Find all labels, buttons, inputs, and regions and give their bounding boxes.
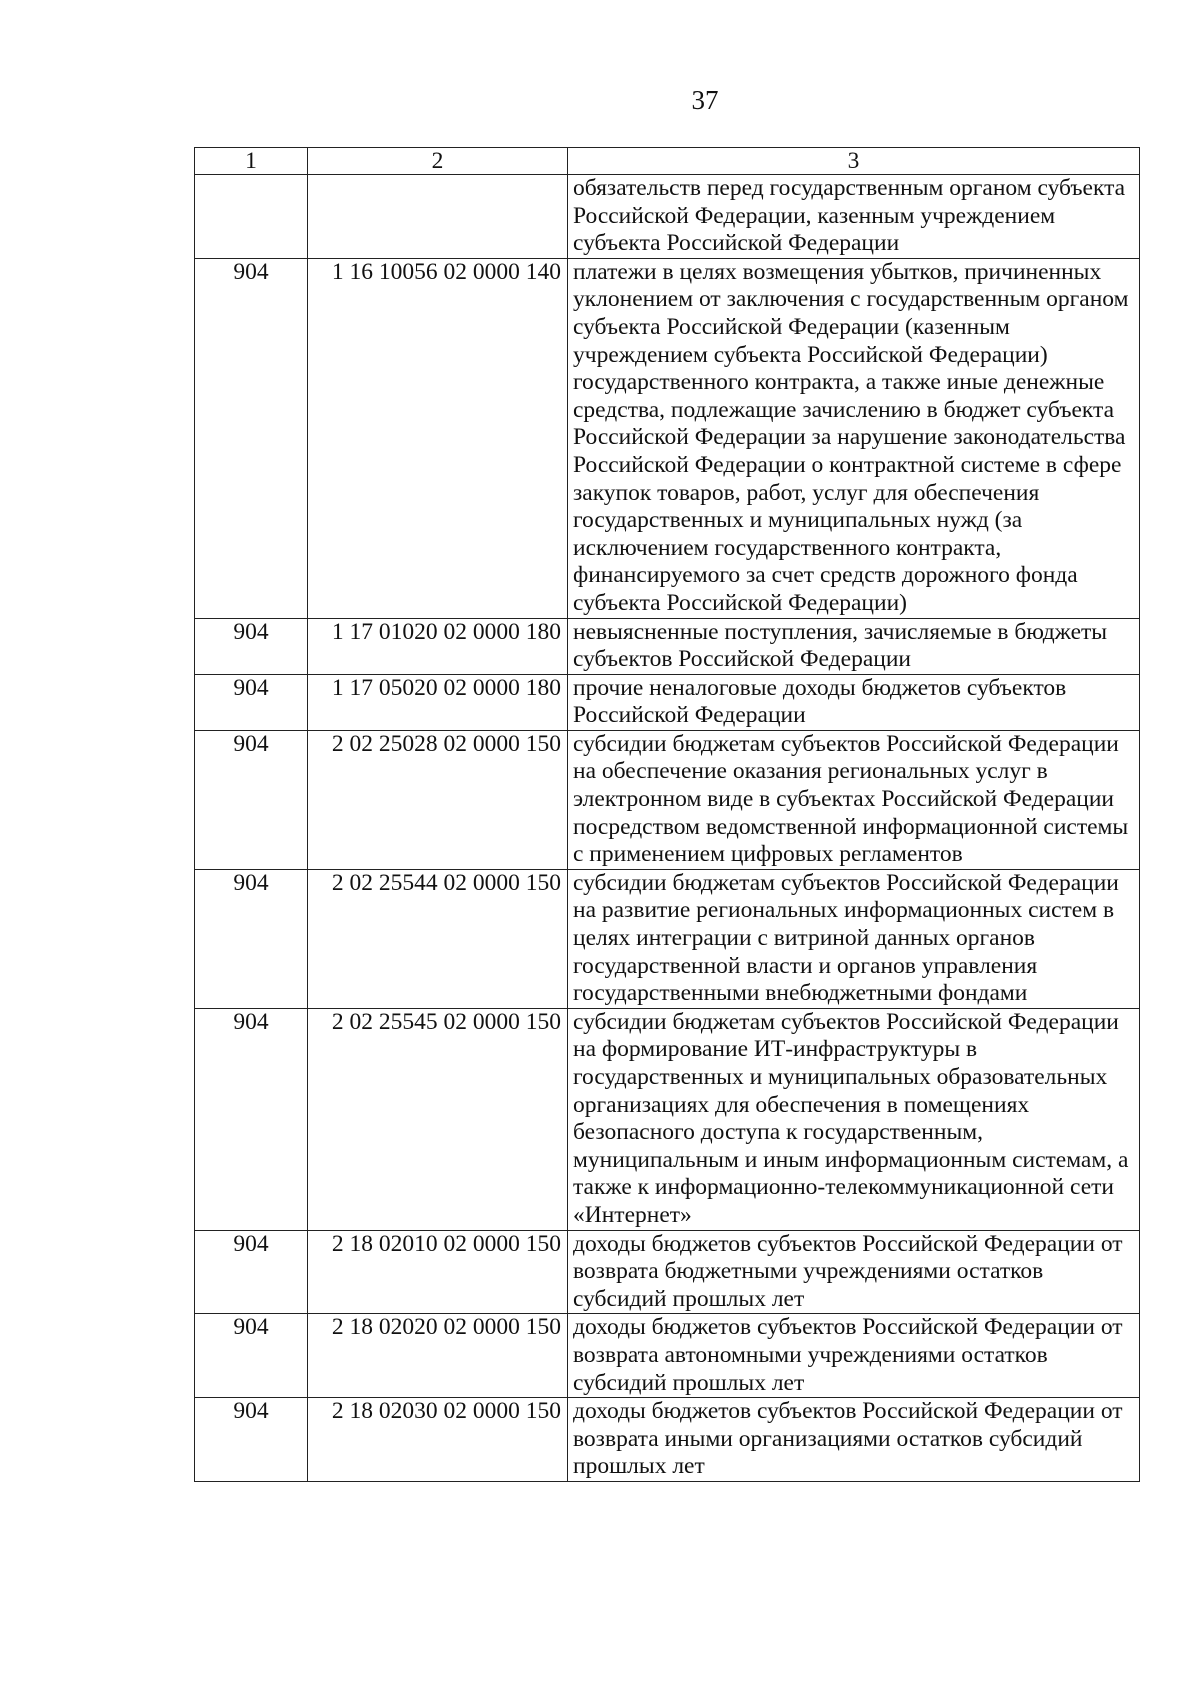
budget-code-cell: 2 18 02010 02 0000 150	[308, 1230, 568, 1314]
budget-code-cell: 2 02 25545 02 0000 150	[308, 1008, 568, 1230]
budget-code-cell	[308, 175, 568, 259]
table-header-row	[195, 148, 1140, 175]
description-cell: доходы бюджетов субъектов Российской Федерации от возврата иными организациями остатков субсидий прошлых лет	[568, 1398, 1140, 1482]
description-cell: субсидии бюджетам субъектов Российской Федерации на формирование ИТ-инфраструктуры в государственных и муниципальных образовательных организациях для обеспечения в помещениях безопасного доступа к государственным, муниципальным и иным информационным системам, а также к информационно-телекоммуникационной сети «Интернет»	[568, 1008, 1140, 1230]
table-row	[195, 258, 1140, 618]
admin-code-cell: 904	[195, 618, 308, 674]
table-row	[195, 618, 1140, 674]
table-row	[195, 869, 1140, 1008]
table-row	[195, 730, 1140, 869]
budget-code-cell: 1 17 05020 02 0000 180	[308, 674, 568, 730]
description-cell: платежи в целях возмещения убытков, причиненных уклонением от заключения с государственным органом субъекта Российской Федерации (казенным учреждением субъекта Российской Федерации) государственного контракта, а также иные денежные средства, подлежащие зачислению в бюджет субъекта Российской Федерации за нарушение законодательства Российской Федерации о контрактной системе в сфере закупок товаров, работ, услуг для обеспечения государственных и муниципальных нужд (за исключением государственного контракта, финансируемого за счет средств дорожного фонда субъекта Российской Федерации)	[568, 258, 1140, 618]
admin-code-cell: 904	[195, 258, 308, 618]
admin-code-cell: 904	[195, 1230, 308, 1314]
admin-code-cell: 904	[195, 869, 308, 1008]
column-header-3: 3	[568, 148, 1140, 175]
admin-code-cell: 904	[195, 730, 308, 869]
admin-code-cell	[195, 175, 308, 259]
description-cell: доходы бюджетов субъектов Российской Федерации от возврата автономными учреждениями остатков субсидий прошлых лет	[568, 1314, 1140, 1398]
table-row	[195, 175, 1140, 259]
description-cell: невыясненные поступления, зачисляемые в бюджеты субъектов Российской Федерации	[568, 618, 1140, 674]
budget-code-cell: 1 17 01020 02 0000 180	[308, 618, 568, 674]
budget-code-cell: 2 18 02030 02 0000 150	[308, 1398, 568, 1482]
table-row	[195, 674, 1140, 730]
column-header-1: 1	[195, 148, 308, 175]
description-cell: доходы бюджетов субъектов Российской Федерации от возврата бюджетными учреждениями остатков субсидий прошлых лет	[568, 1230, 1140, 1314]
budget-code-cell: 2 02 25028 02 0000 150	[308, 730, 568, 869]
column-header-2: 2	[308, 148, 568, 175]
description-cell: субсидии бюджетам субъектов Российской Федерации на развитие региональных информационных систем в целях интеграции с витриной данных органов государственной власти и органов управления государственными внебюджетными фондами	[568, 869, 1140, 1008]
table-row	[195, 1398, 1140, 1482]
budget-code-cell: 2 02 25544 02 0000 150	[308, 869, 568, 1008]
budget-code-cell: 2 18 02020 02 0000 150	[308, 1314, 568, 1398]
table-row	[195, 1008, 1140, 1230]
page-number: 37	[691, 85, 719, 115]
description-cell: обязательств перед государственным органом субъекта Российской Федерации, казенным учреждением субъекта Российской Федерации	[568, 175, 1140, 259]
description-cell: прочие неналоговые доходы бюджетов субъектов Российской Федерации	[568, 674, 1140, 730]
admin-code-cell: 904	[195, 674, 308, 730]
revenue-codes-table	[194, 147, 1140, 1482]
budget-code-cell: 1 16 10056 02 0000 140	[308, 258, 568, 618]
admin-code-cell: 904	[195, 1314, 308, 1398]
admin-code-cell: 904	[195, 1398, 308, 1482]
admin-code-cell: 904	[195, 1008, 308, 1230]
description-cell: субсидии бюджетам субъектов Российской Федерации на обеспечение оказания региональных услуг в электронном виде в субъектах Российской Федерации посредством ведомственной информационной системы с применением цифровых регламентов	[568, 730, 1140, 869]
table-row	[195, 1230, 1140, 1314]
table-row	[195, 1314, 1140, 1398]
